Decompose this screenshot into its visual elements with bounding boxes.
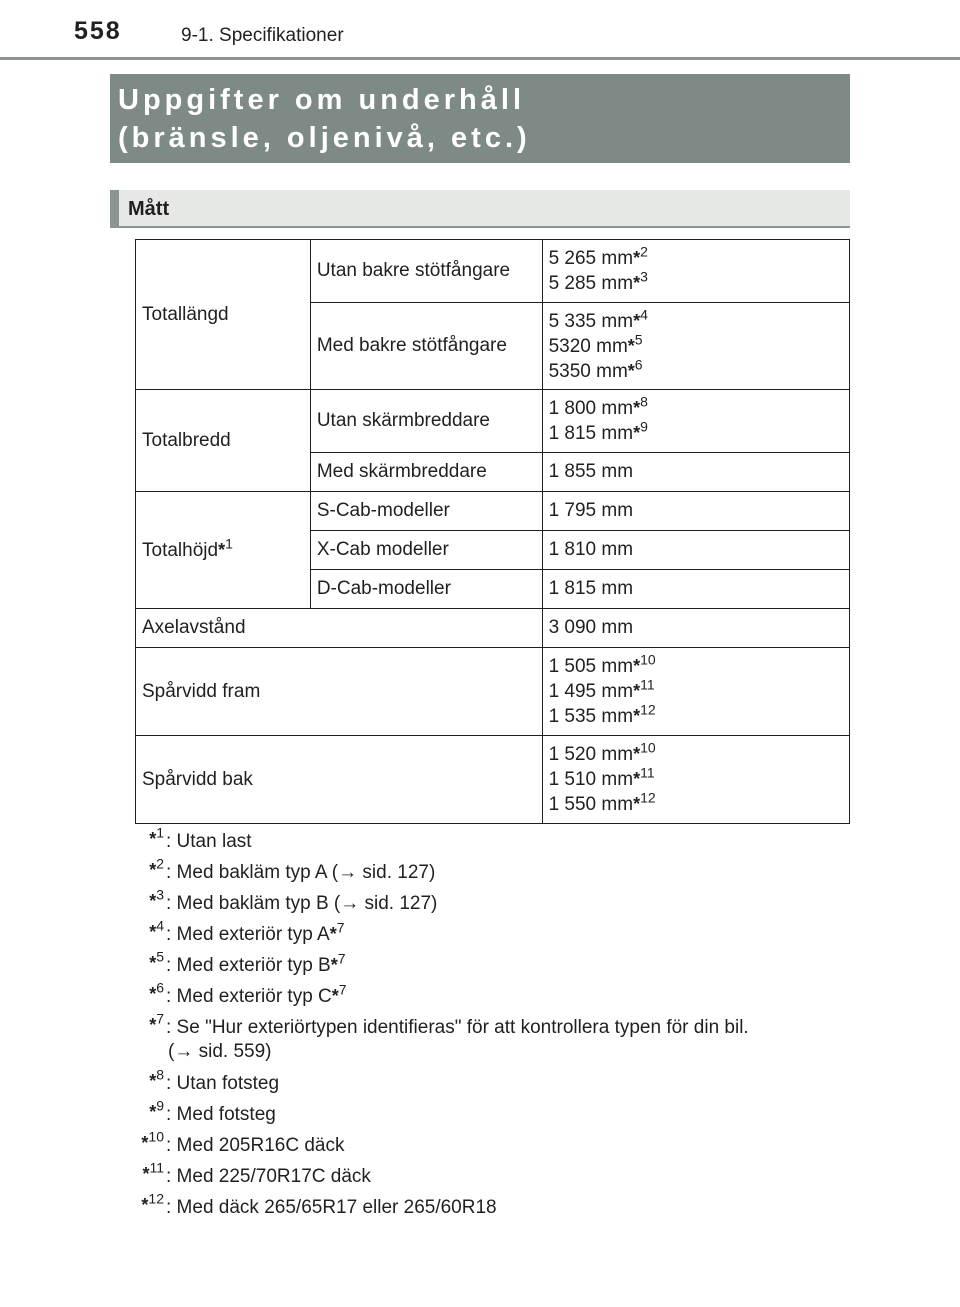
table-row <box>136 492 850 531</box>
subsection-label: Mått <box>128 198 170 220</box>
page-title-line-2: (bränsle, oljenivå, etc.) <box>118 122 531 154</box>
row-label-totallangd: Totallängd <box>136 240 311 390</box>
page-title <box>110 74 850 163</box>
footnote: *$^4$ : Med exteriör typ A*$^7$ <box>149 917 345 945</box>
value-cell: 1 810 mm <box>542 531 849 570</box>
row-label-sparvidd-bak: Spårvidd bak <box>136 736 543 824</box>
section-label: 9-1. Specifikationer <box>181 25 344 46</box>
subsection-accent-bar <box>110 190 119 226</box>
row-label-totalbredd: Totalbredd <box>136 390 311 492</box>
condition-cell: Utan bakre stötfångare <box>310 240 542 303</box>
condition-cell: S-Cab-modeller <box>310 492 542 531</box>
value-cell: 1 815 mm <box>542 570 849 609</box>
footnote: *$^{12}$ : Med däck 265/65R17 eller 265/60R18 <box>141 1190 497 1218</box>
value-cell: 1 505 mm*$^{10}$ 1 495 mm*$^{11}$ 1 535 mm*$^{12}$ <box>542 648 849 736</box>
table-row <box>136 609 850 648</box>
table-row <box>136 736 850 824</box>
condition-cell: Utan skärmbreddare <box>310 390 542 453</box>
footnotes <box>110 824 850 1226</box>
footnote: *$^2$ : Med bakläm typ A (→ sid. 127) <box>149 855 436 883</box>
footnote: *$^6$ : Med exteriör typ C*$^7$ <box>149 979 347 1007</box>
table-row <box>136 390 850 453</box>
table-row <box>136 240 850 303</box>
footnote: *$^8$ : Utan fotsteg <box>149 1066 280 1094</box>
value-cell: 1 520 mm*$^{10}$ 1 510 mm*$^{11}$ 1 550 mm*$^{12}$ <box>542 736 849 824</box>
value-cell: 3 090 mm <box>542 609 849 648</box>
footnote: *$^9$ : Med fotsteg <box>149 1097 276 1125</box>
page-title-line-1: Uppgifter om underhåll <box>118 84 525 116</box>
value-cell: 1 800 mm*$^8$ 1 815 mm*$^9$ <box>542 390 849 453</box>
dimensions-table <box>135 239 850 824</box>
subsection-heading <box>110 190 850 228</box>
condition-cell: D-Cab-modeller <box>310 570 542 609</box>
row-label-sparvidd-fram: Spårvidd fram <box>136 648 543 736</box>
condition-cell: Med bakre stötfångare <box>310 303 542 390</box>
condition-cell: X-Cab modeller <box>310 531 542 570</box>
value-cell: 1 855 mm <box>542 453 849 492</box>
page-number: 558 <box>74 17 122 45</box>
footnote: *$^7$ : Se "Hur exteriörtypen identifieras" för att kontrollera typen för din bil. (→ sid. 559) <box>149 1010 749 1062</box>
footnote: *$^3$ : Med bakläm typ B (→ sid. 127) <box>149 886 438 914</box>
row-label-totalhojd: Totalhöjd*$^1$ <box>136 492 311 609</box>
value-cell: 5 265 mm*$^2$ 5 285 mm*$^3$ <box>542 240 849 303</box>
value-cell: 5 335 mm*$^4$ 5320 mm*$^5$ 5350 mm*$^6$ <box>542 303 849 390</box>
value-cell: 1 795 mm <box>542 492 849 531</box>
footnote: *$^1$ : Utan last <box>149 824 252 852</box>
table-row <box>136 648 850 736</box>
footnote: *$^{10}$ : Med 205R16C däck <box>141 1128 345 1156</box>
footnote: *$^{11}$ : Med 225/70R17C däck <box>142 1159 371 1187</box>
row-label-axelavstand: Axelavstånd <box>136 609 543 648</box>
header-divider <box>0 57 960 60</box>
footnote: *$^5$ : Med exteriör typ B*$^7$ <box>149 948 346 976</box>
condition-cell: Med skärmbreddare <box>310 453 542 492</box>
